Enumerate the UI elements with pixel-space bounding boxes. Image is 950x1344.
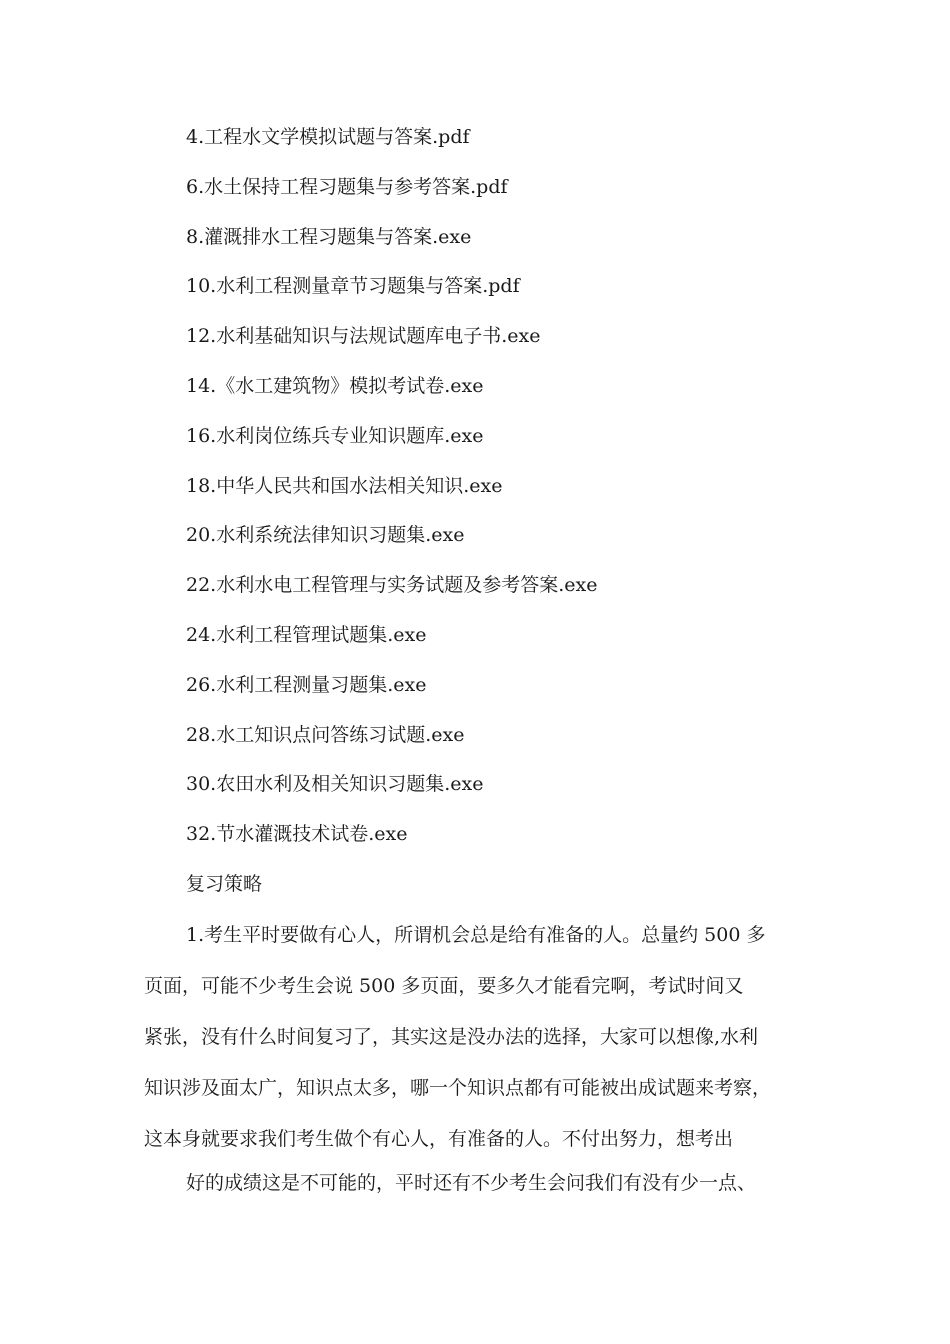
file-item: 26.水利工程测量习题集.exe [186,673,427,696]
section-heading: 复习策略 [186,873,263,895]
file-item: 6.水土保持工程习题集与参考答案.pdf [186,175,508,198]
paragraph-line: 这本身就要求我们考生做个有心人，有准备的人。不付出努力，想考出 [144,1128,734,1150]
file-item: 10.水利工程测量章节习题集与答案.pdf [186,275,520,298]
file-item: 22.水利水电工程管理与实务试题及参考答案.exe [186,574,598,597]
file-item: 18.中华人民共和国水法相关知识.exe [186,474,503,497]
file-item: 12.水利基础知识与法规试题库电子书.exe [186,325,541,348]
paragraph-line: 1.考生平时要做有心人，所谓机会总是给有准备的人。总量约 500 多 [186,924,766,946]
strategy-paragraph-1 [144,910,814,1165]
paragraph-line: 紧张，没有什么时间复习了，其实这是没办法的选择，大家可以想像,水利 [144,1026,759,1048]
paragraph-line: 页面，可能不少考生会说 500 多页面，要多久才能看完啊，考试时间又 [144,975,744,997]
strategy-paragraph-2 [144,1158,814,1209]
file-item: 16.水利岗位练兵专业知识题库.exe [186,424,484,447]
file-item: 8.灌溉排水工程习题集与答案.exe [186,225,472,248]
file-item: 30.农田水利及相关知识习题集.exe [186,773,484,796]
file-list [186,122,597,869]
file-item: 14.《水工建筑物》模拟考试卷.exe [186,374,484,397]
file-item: 20.水利系统法律知识习题集.exe [186,524,465,547]
paragraph-line: 知识涉及面太广，知识点太多，哪一个知识点都有可能被出成试题来考察， [144,1077,772,1099]
file-item: 4.工程水文学模拟试题与答案.pdf [186,126,470,148]
paragraph-line: 好的成绩这是不可能的，平时还有不少考生会问我们有没有少一点、 [186,1172,757,1194]
file-item: 28.水工知识点问答练习试题.exe [186,723,465,746]
file-item: 24.水利工程管理试题集.exe [186,623,427,646]
file-item: 32.节水灌溉技术试卷.exe [186,823,408,846]
